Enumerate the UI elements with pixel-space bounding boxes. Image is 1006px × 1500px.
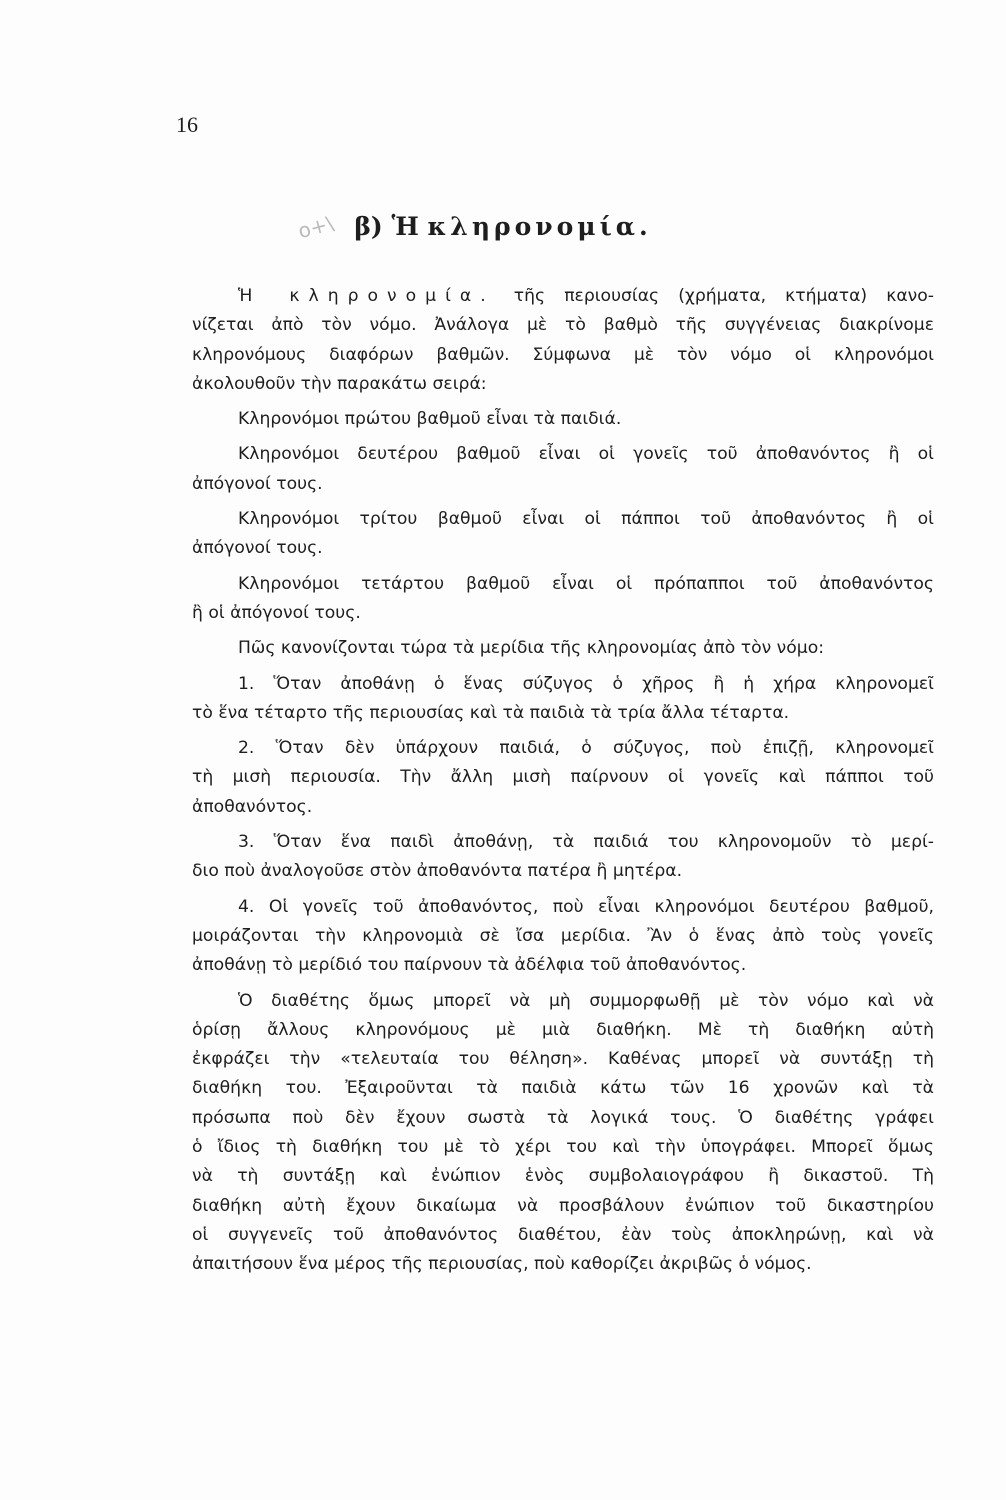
- paragraph: [192, 634, 934, 663]
- paragraph-line: μοιράζονται τὴν κληρονομιὰ σὲ ἴσα μερίδια. Ἂν ὁ ἕνας ἀπὸ τοὺς γονεῖς: [192, 925, 934, 946]
- paragraph-line: τὴ μισὴ περιουσία. Τὴν ἄλλη μισὴ παίρνουν οἱ γονεῖς καὶ πάπποι τοῦ: [192, 767, 934, 788]
- paragraph: [192, 828, 934, 887]
- paragraph: [192, 282, 934, 399]
- section-title: [0, 210, 1006, 244]
- paragraph-line: ἢ οἱ ἀπόγονοί τους.: [192, 602, 361, 623]
- body-text: [192, 282, 934, 1286]
- paragraph-line: Ὁ διαθέτης ὅμως μπορεῖ νὰ μὴ συμμορφωθῇ μὲ τὸν νόμο καὶ νὰ: [238, 990, 934, 1011]
- paragraph-line: νίζεται ἀπὸ τὸν νόμο. Ἀνάλογα μὲ τὸ βαθμὸ τῆς συγγένειας διακρίνομε: [192, 315, 934, 336]
- paragraph: [192, 893, 934, 981]
- paragraph-line: 3. Ὅταν ἕνα παιδὶ ἀποθάνῃ, τὰ παιδιά του κληρονομοῦν τὸ μερί-: [238, 832, 934, 853]
- paragraph-line: ἀποθάνῃ τὸ μερίδιό του παίρνουν τὰ ἀδέλφια τοῦ ἀποθανόντος.: [192, 955, 747, 976]
- paragraph-line: Πῶς κανονίζονται τώρα τὰ μερίδια τῆς κληρονομίας ἀπὸ τὸν νόμο:: [238, 638, 825, 659]
- paragraph: [192, 405, 934, 434]
- paragraph-line: ἀπόγονοί τους.: [192, 538, 323, 559]
- paragraph-line: οἱ συγγενεῖς τοῦ ἀποθανόντος διαθέτου, ἐὰν τοὺς ἀποκληρώνῃ, καὶ νὰ: [192, 1224, 934, 1245]
- paragraph-line: Κληρονόμοι τετάρτου βαθμοῦ εἶναι οἱ πρόπαπποι τοῦ ἀποθανόντος: [238, 573, 934, 594]
- paragraph-line: πρόσωπα ποὺ δὲν ἔχουν σωστὰ τὰ λογικά τους. Ὁ διαθέτης γράφει: [192, 1107, 934, 1128]
- paragraph-line: ὁ ἴδιος τὴ διαθήκη του μὲ τὸ χέρι του καὶ τὴν ὑπογράφει. Μπορεῖ ὅμως: [192, 1137, 934, 1158]
- paragraph-line: Κληρονόμοι πρώτου βαθμοῦ εἶναι τὰ παιδιά.: [238, 409, 622, 430]
- paragraph: [192, 734, 934, 822]
- paragraph-line: ὁρίσῃ ἄλλους κληρονόμους μὲ μιὰ διαθήκη. Μὲ τὴ διαθήκη αὐτὴ: [192, 1019, 934, 1040]
- paragraph-line: τὸ ἕνα τέταρτο τῆς περιουσίας καὶ τὰ παιδιὰ τὰ τρία ἄλλα τέταρτα.: [192, 702, 790, 723]
- paragraph-line: νὰ τὴ συντάξῃ καὶ ἐνώπιον ἑνὸς συμβολαιογράφου ἢ δικαστοῦ. Τὴ: [192, 1166, 934, 1187]
- paragraph-line: ἀπόγονοί τους.: [192, 473, 323, 494]
- paragraph: [192, 440, 934, 499]
- paragraph-line: 2. Ὅταν δὲν ὑπάρχουν παιδιά, ὁ σύζυγος, ποὺ ἐπιζῇ, κληρονομεῖ: [238, 738, 934, 759]
- paragraph-line: Ἡ κληρονομία. τῆς περιουσίας (χρήματα, κτήματα) κανο-: [238, 286, 934, 306]
- paragraph-line: ἀπαιτήσουν ἕνα μέρος τῆς περιουσίας, ποὺ καθορίζει ἀκριβῶς ὁ νόμος.: [192, 1254, 812, 1275]
- pencil-mark: ο+\: [295, 210, 337, 244]
- paragraph-line: κληρονόμους διαφόρων βαθμῶν. Σύμφωνα μὲ τὸν νόμο οἱ κληρονόμοι: [192, 344, 934, 365]
- paragraph-line: Κληρονόμοι τρίτου βαθμοῦ εἶναι οἱ πάπποι τοῦ ἀποθανόντος ἢ οἱ: [238, 509, 934, 530]
- paragraph-line: 1. Ὅταν ἀποθάνῃ ὁ ἕνας σύζυγος ὁ χῆρος ἢ ἡ χήρα κληρονομεῖ: [238, 673, 934, 694]
- paragraph-line: διαθήκη του. Ἐξαιροῦνται τὰ παιδιὰ κάτω τῶν 16 χρονῶν καὶ τὰ: [192, 1078, 934, 1099]
- page-number: 16: [176, 112, 198, 137]
- paragraph: [192, 987, 934, 1280]
- paragraph-line: ἀκολουθοῦν τὴν παρακάτω σειρά:: [192, 373, 487, 394]
- emphasized-term: Ἡ κληρονομία.: [238, 286, 495, 306]
- paragraph-line: ἐκφράζει τὴν «τελευταία του θέληση». Καθένας μπορεῖ νὰ συντάξῃ τὴ: [192, 1049, 934, 1070]
- paragraph-line: 4. Οἱ γονεῖς τοῦ ἀποθανόντος, ποὺ εἶναι κληρονόμοι δευτέρου βαθμοῦ,: [238, 896, 934, 917]
- paragraph-line: Κληρονόμοι δευτέρου βαθμοῦ εἶναι οἱ γονεῖς τοῦ ἀποθανόντος ἢ οἱ: [238, 444, 934, 465]
- paragraph-line: ἀποθανόντος.: [192, 796, 313, 817]
- section-title-prefix: β) Ἡ: [354, 212, 419, 241]
- paragraph: [192, 670, 934, 729]
- paragraph: [192, 570, 934, 629]
- section-title-word: κληρονομία.: [427, 212, 652, 241]
- paragraph: [192, 505, 934, 564]
- paragraph-line: διο ποὺ ἀναλογοῦσε στὸν ἀποθανόντα πατέρα ἢ μητέρα.: [192, 861, 683, 882]
- paragraph-line: διαθήκη αὐτὴ ἔχουν δικαίωμα νὰ προσβάλουν ἐνώπιον τοῦ δικαστηρίου: [192, 1195, 934, 1216]
